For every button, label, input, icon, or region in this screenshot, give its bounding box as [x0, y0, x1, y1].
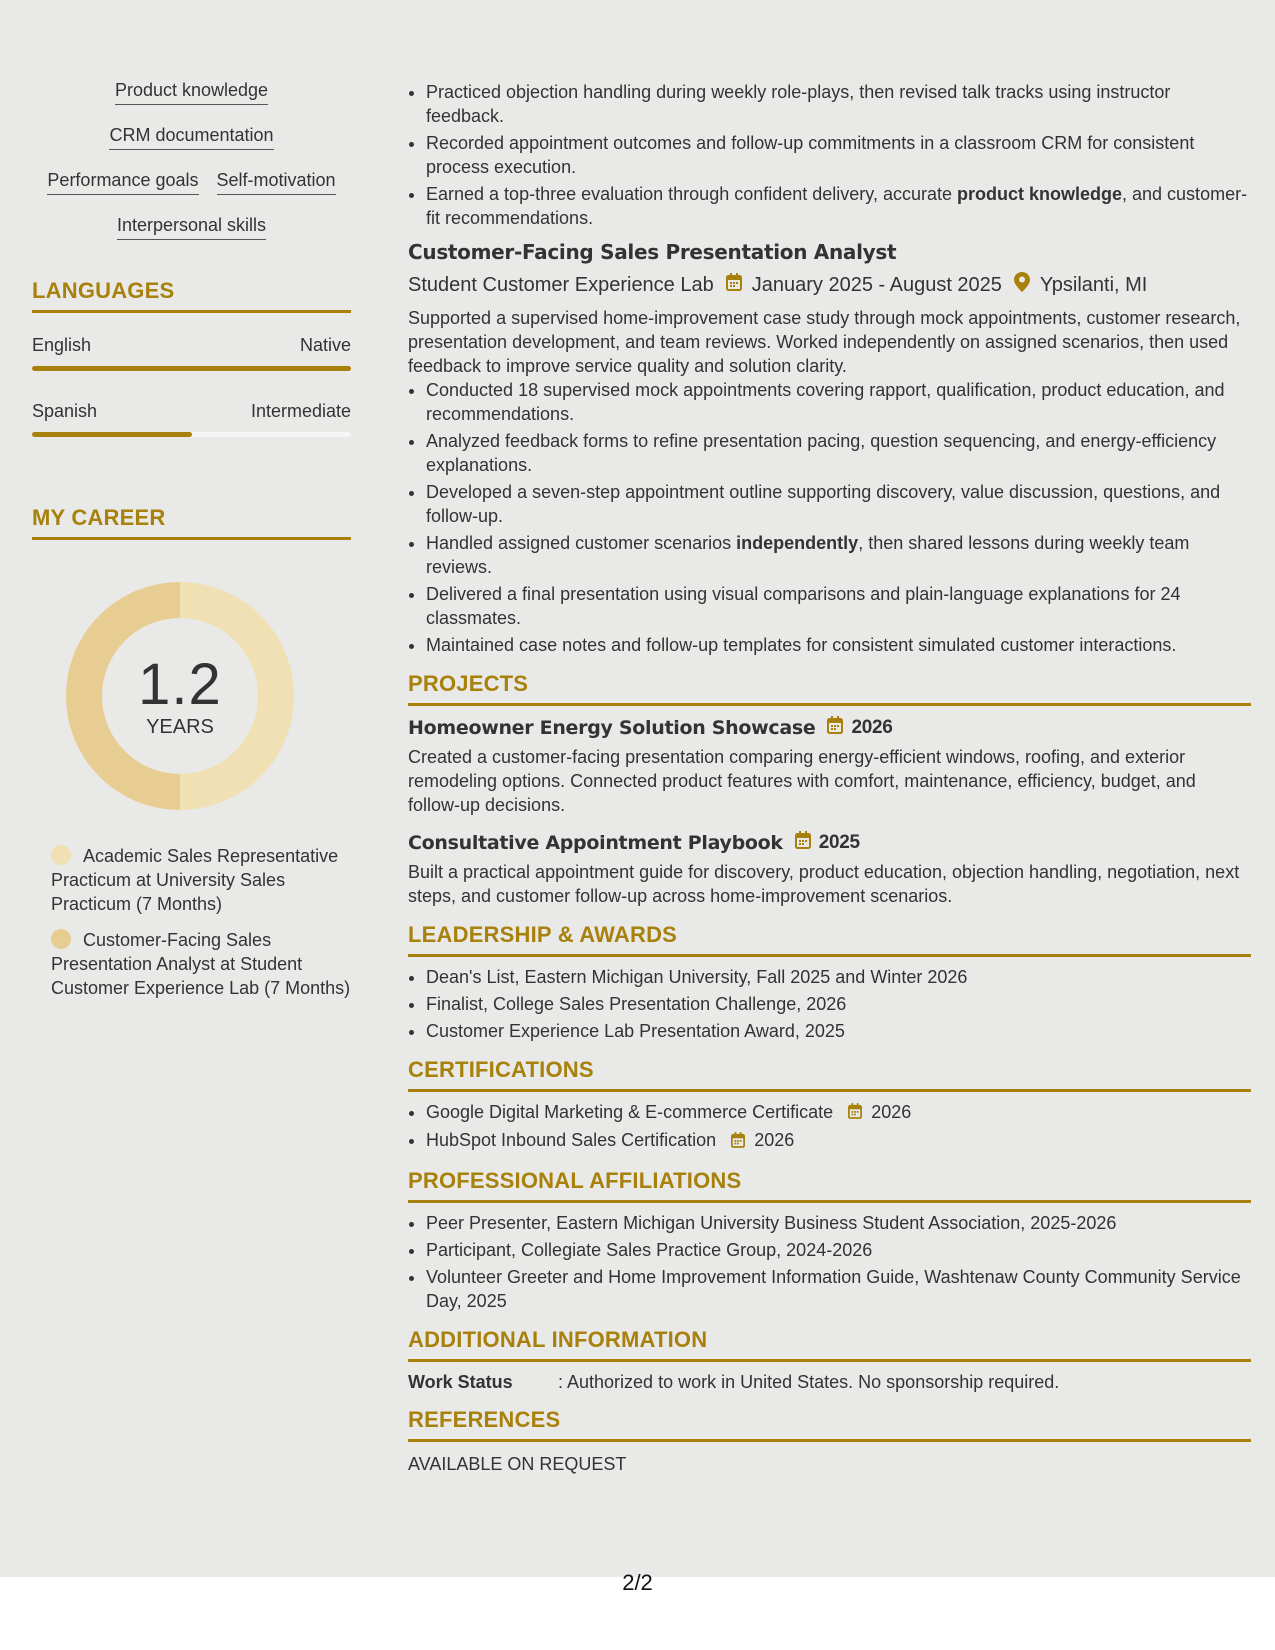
skill-tag: Product knowledge: [115, 80, 268, 105]
bullet-bold-text: product knowledge: [957, 184, 1123, 204]
career-legend: [32, 844, 351, 1000]
leadership-heading: LEADERSHIP & AWARDS: [408, 922, 1251, 957]
language-item: [32, 401, 351, 437]
calendar-icon: [731, 1130, 745, 1154]
bullet-text: Handled assigned customer scenarios: [426, 533, 737, 553]
bullet-text: Maintained case notes and follow-up templates for consistent simulated customer interactions.: [426, 635, 1177, 655]
work-status-row: [408, 1372, 1251, 1393]
project-name: Homeowner Energy Solution Showcase: [408, 716, 816, 739]
language-level: Native: [299, 335, 351, 355]
project-title: [408, 831, 1251, 854]
certification-year: 2026: [871, 1102, 912, 1122]
skill-tag: Self-motivation: [217, 170, 336, 195]
bullet-text: Developed a seven-step appointment outline supporting discovery, value discussion, questions, and follow-up.: [426, 482, 1221, 526]
bullet-item: [426, 80, 1251, 128]
certification-name: Google Digital Marketing & E-commerce Certificate: [426, 1102, 834, 1122]
calendar-icon: [795, 831, 811, 854]
calendar-icon: [827, 716, 843, 739]
previous-job-bullets: [408, 80, 1251, 230]
language-item: [32, 335, 351, 371]
bullet-text: Analyzed feedback forms to refine presentation pacing, question sequencing, and energy-efficiency explanations.: [426, 431, 1217, 475]
job-dates: January 2025 - August 2025: [751, 273, 1002, 296]
skill-tag: CRM documentation: [109, 125, 273, 150]
legend-dot: [51, 845, 71, 865]
references-text: AVAILABLE ON REQUEST: [408, 1453, 627, 1474]
leadership-list: [408, 965, 1251, 1043]
skill-row: [32, 170, 351, 195]
bullet-item: [426, 582, 1251, 630]
legend-dot: [51, 929, 71, 949]
certifications-heading: CERTIFICATIONS: [408, 1057, 1251, 1092]
bullet-bold-text: independently: [736, 533, 859, 553]
leadership-item: • Dean's List, Eastern Michigan University, Fall 2025 and Winter 2026: [426, 965, 1251, 989]
bullet-item: [426, 131, 1251, 179]
calendar-icon: [848, 1101, 862, 1125]
skill-tag: Interpersonal skills: [117, 215, 266, 240]
bullet-text: Recorded appointment outcomes and follow-up commitments in a classroom CRM for consistent process execution.: [426, 133, 1195, 177]
career-total: 1.2: [138, 652, 222, 717]
bullet-text: Practiced objection handling during weekly role-plays, then revised talk tracks using instructor feedback.: [426, 82, 1171, 126]
skill-row: [32, 80, 351, 105]
right-column: [408, 80, 1251, 1476]
affiliation-item: • Participant, Collegiate Sales Practice Group, 2024-2026: [426, 1238, 1251, 1262]
bullet-text: , and customer-fit recommendations.: [426, 184, 1248, 228]
language-bar: [32, 366, 351, 371]
skill-row: [32, 215, 351, 240]
career-donut: [66, 582, 294, 810]
language-bar-fill: [32, 432, 192, 437]
bullet-item: [426, 429, 1251, 477]
bullet-text: Earned a top-three evaluation through confident delivery, accurate: [426, 184, 957, 204]
language-name: English: [32, 335, 92, 355]
donut-center: [66, 582, 294, 810]
job-location: Ypsilanti, MI: [1039, 273, 1148, 296]
affiliation-item: • Peer Presenter, Eastern Michigan University Business Student Association, 2025-2026: [426, 1211, 1251, 1235]
job-bullets: [408, 378, 1251, 657]
affiliations-section: [408, 1168, 1251, 1313]
work-status-label: Work Status: [408, 1371, 513, 1392]
job-company: Student Customer Experience Lab: [408, 273, 714, 296]
career-unit: YEARS: [146, 716, 214, 738]
references-heading: REFERENCES: [408, 1407, 1251, 1442]
languages-heading: LANGUAGES: [32, 278, 351, 313]
bullet-item: [426, 182, 1251, 230]
career-heading: MY CAREER: [32, 505, 351, 540]
bullet-item: [426, 378, 1251, 426]
left-column: [32, 80, 351, 1012]
calendar-icon: [726, 273, 742, 297]
skill-tag: Performance goals: [47, 170, 198, 195]
language-name: Spanish: [32, 401, 98, 421]
project-description: Built a practical appointment guide for discovery, product education, objection handling, negotiation, next steps, and customer follow-up across home-improvement scenarios.: [408, 862, 1240, 906]
work-status-value: : Authorized to work in United States. No sponsorship required.: [558, 1371, 1060, 1392]
leadership-item: • Customer Experience Lab Presentation Award, 2025: [426, 1019, 1251, 1043]
references-section: [408, 1407, 1251, 1476]
projects-section: [408, 671, 1251, 908]
certification-year: 2026: [754, 1130, 795, 1151]
affiliation-item: • Volunteer Greeter and Home Improvement Information Guide, Washtenaw County Community Service Day, 2025: [426, 1265, 1251, 1313]
project-title: [408, 716, 1251, 739]
career-legend-item: [51, 928, 351, 1000]
leadership-item: • Finalist, College Sales Presentation Challenge, 2026: [426, 992, 1251, 1016]
bullet-item: [426, 480, 1251, 528]
bullet-item: [426, 633, 1251, 657]
projects-heading: PROJECTS: [408, 671, 1251, 706]
job-title: Customer-Facing Sales Presentation Analyst: [408, 240, 897, 264]
career-section: [32, 505, 351, 1000]
project-description: Created a customer-facing presentation comparing energy-efficient windows, roofing, and exterior remodeling options. Connected product features with comfort, maintenance, efficiency, budget, and follow-up decisions.: [408, 747, 1196, 815]
leadership-section: [408, 922, 1251, 1043]
job-description: Supported a supervised home-improvement case study through mock appointments, customer research, presentation development, and team reviews. Worked independently on assigned scenarios, then used feedback to improve service quality and solution clarity.: [408, 308, 1241, 376]
skills-list: [32, 80, 351, 240]
career-legend-label: Academic Sales Representative Practicum at University Sales Practicum (7 Months): [51, 846, 339, 914]
additional-section: [408, 1327, 1251, 1393]
additional-heading: ADDITIONAL INFORMATION: [408, 1327, 1251, 1362]
job-meta: [408, 272, 1251, 298]
project-year: 2025: [818, 831, 860, 853]
affiliations-heading: PROFESSIONAL AFFILIATIONS: [408, 1168, 1251, 1203]
bullet-text: , then shared lessons during weekly team reviews.: [426, 533, 1190, 577]
bullet-text: Conducted 18 supervised mock appointments covering rapport, qualification, product education, and recommendations.: [426, 380, 1225, 424]
page-number: 2/2: [622, 1570, 653, 1595]
career-legend-item: [51, 844, 351, 916]
project-name: Consultative Appointment Playbook: [408, 831, 783, 854]
language-level: Intermediate: [250, 401, 351, 421]
skill-row: [32, 125, 351, 150]
certifications-section: [408, 1057, 1251, 1154]
job-entry: [408, 240, 1251, 657]
languages-section: [32, 278, 351, 437]
certification-name: HubSpot Inbound Sales Certification: [426, 1130, 717, 1151]
affiliations-list: [408, 1211, 1251, 1313]
career-legend-label: Customer-Facing Sales Presentation Analyst at Student Customer Experience Lab (7 Months): [51, 930, 351, 998]
certifications-list: [408, 1100, 1251, 1154]
bullet-item: [426, 531, 1251, 579]
project-year: 2026: [851, 716, 893, 738]
language-bar-fill: [32, 366, 351, 371]
certification-item: [426, 1128, 1251, 1153]
language-bar: [32, 432, 351, 437]
certification-item: [426, 1100, 1251, 1125]
location-pin-icon: [1014, 272, 1030, 298]
bullet-text: Delivered a final presentation using visual comparisons and plain-language explanations for 24 classmates.: [426, 584, 1181, 628]
